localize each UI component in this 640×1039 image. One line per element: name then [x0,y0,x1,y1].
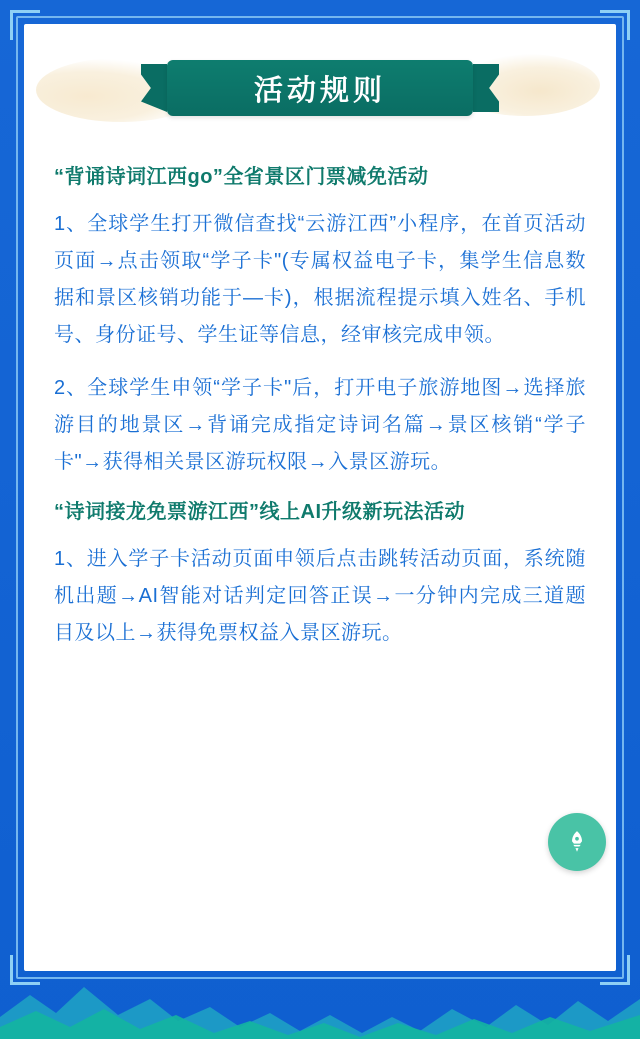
rocket-icon [564,829,590,855]
page-title: 活动规则 [253,74,386,107]
section-title-2: “诗词接龙免票游江西”线上AI升级新玩法活动 [54,501,465,523]
rules-body [24,142,616,652]
mountain-silhouette-icon [0,969,640,1039]
section-title-1: “背诵诗词江西go”全省景区门票减免活动 [54,166,429,188]
content-area [24,24,616,971]
back-to-top-button[interactable] [548,813,606,871]
section-2-paragraph-1: 1、进入学子卡活动页面申领后点击跳转活动页面，系统随机出题→AI智能对话判定回答正误→一分钟内完成三道题目及以上→获得免票权益入景区游玩。 [54,548,586,644]
section-1-paragraph-2: 2、全球学生申领“学子卡"后，打开电子旅游地图→选择旅游目的地景区→背诵完成指定诗词名篇→景区核销“学子卡"→获得相关景区游玩权限→入景区游玩。 [54,377,586,473]
title-ribbon [167,60,473,116]
header [24,24,616,142]
section-1-paragraph-1: 1、全球学生打开微信查找“云游江西”小程序，在首页活动页面→点击领取“学子卡"(专属权益电子卡，集学生信息数据和景区核销功能于—卡)，根据流程提示填入姓名、手机号、身份证号、学生证等信息，经审核完成申领。 [54,213,586,346]
